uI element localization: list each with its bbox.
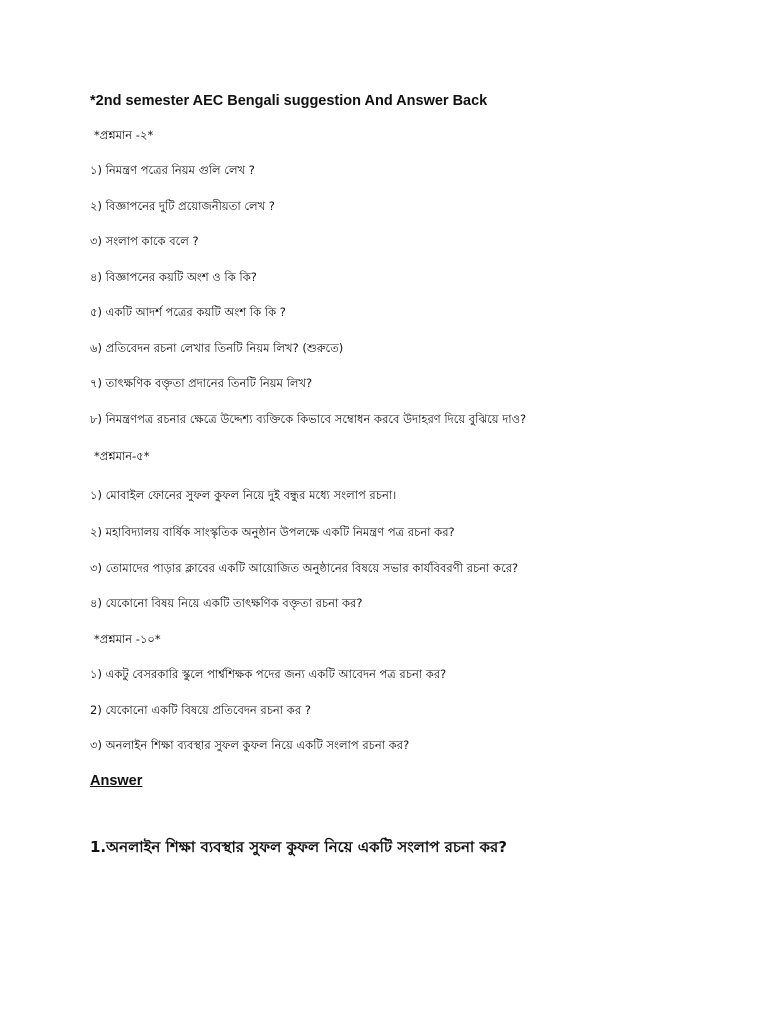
section-heading-5-marks: *প্রশ্নমান-৫* (94, 449, 150, 463)
answer-heading: Answer (90, 773, 143, 789)
section-heading-10-marks: *প্রশ্নমান -১০* (94, 632, 161, 646)
document-title: *2nd semester AEC Bengali suggestion And Answer Back (90, 93, 488, 109)
question-2-marks-4: ৪) বিজ্ঞাপনের কয়টি অংশ ও কি কি? (90, 270, 257, 284)
question-10-marks-1: ১) একটু বেসরকারি স্কুলে পার্শ্বশিক্ষক পদের জন্য একটি আবেদন পত্র রচনা কর? (90, 667, 447, 681)
question-10-marks-2: 2) যেকোনো একটি বিষয়ে প্রতিবেদন রচনা কর ? (90, 703, 311, 717)
question-2-marks-3: ৩) সংলাপ কাকে বলে ? (90, 234, 199, 248)
question-5-marks-1: ১) মোবাইল ফোনের সুফল কুফল নিয়ে দুই বন্ধুর মধ্যে সংলাপ রচনা। (90, 488, 397, 502)
answer-question-1: 1.অনলাইন শিক্ষা ব্যবস্থার সুফল কুফল নিয়ে একটি সংলাপ রচনা কর? (90, 838, 507, 856)
question-2-marks-2: ২) বিজ্ঞাপনের দুটি প্রয়োজনীয়তা লেখ ? (90, 199, 275, 213)
section-heading-2-marks: *প্রশ্নমান -২* (94, 128, 154, 142)
question-5-marks-4: ৪) যেকোনো বিষয় নিয়ে একটি তাৎক্ষণিক বক্তৃতা রচনা কর? (90, 596, 363, 610)
question-2-marks-5: ৫) একটি আদর্শ পত্রের কয়টি অংশ কি কি ? (90, 305, 286, 319)
question-2-marks-7: ৭) তাৎক্ষণিক বক্তৃতা প্রদানের তিনটি নিয়ম লিখ? (90, 376, 313, 390)
question-2-marks-1: ১) নিমন্ত্রণ পত্রের নিয়ম গুলি লেখ ? (90, 163, 255, 177)
question-5-marks-2: ২) মহাবিদ্যালয় বার্ষিক সাংস্কৃতিক অনুষ্ঠান উপলক্ষে একটি নিমন্ত্রণ পত্র রচনা কর? (90, 525, 455, 539)
question-2-marks-8: ৮) নিমন্ত্রণপত্র রচনার ক্ষেত্রে উদ্দেশ্য ব্যক্তিকে কিভাবে সম্বোধন করবে উদাহরণ দিয়ে বুঝিয়ে দাও? (90, 412, 527, 426)
question-10-marks-3: ৩) অনলাইন শিক্ষা ব্যবস্থার সুফল কুফল নিয়ে একটি সংলাপ রচনা কর? (90, 738, 410, 752)
question-2-marks-6: ৬) প্রতিবেদন রচনা লেখার তিনটি নিয়ম লিখ? (শুরুতে) (90, 341, 344, 355)
question-5-marks-3: ৩) তোমাদের পাড়ার ক্লাবের একটি আয়োজিত অনুষ্ঠানের বিষয়ে সভার কার্যবিবরণী রচনা করে? (90, 561, 519, 575)
